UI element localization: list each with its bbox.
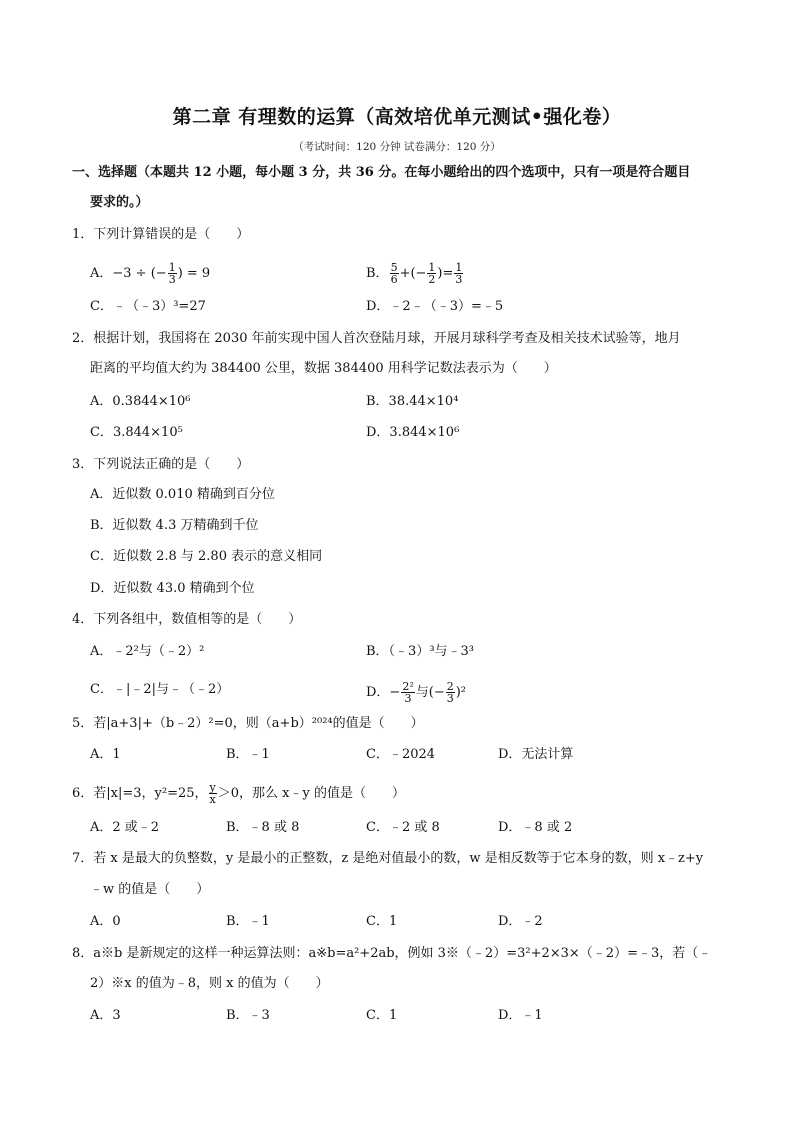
q1-option-b: B． $\frac{5}{6}$ +(− $\frac{1}{2}$ )= $\frac{1}{3}$ xyxy=(366,261,463,286)
exam-info: （考试时间：120 分钟 试卷满分：120 分） xyxy=(293,141,501,153)
section-heading: 一、选择题（本题共 12 小题，每小题 3 分，共 36 分。在每小题给出的四个选项中，只有一项是符合题目 xyxy=(72,165,691,180)
q2-option-c: C．3.844×10⁵ xyxy=(90,425,183,440)
question-8-stem-cont: 2）※x 的值为﹣8，则 x 的值为（ ） xyxy=(90,976,329,991)
question-2-stem: 2．根据计划，我国将在 2030 年前实现中国人首次登陆月球，开展月球科学考查及相关技术试验等，地月 xyxy=(72,331,681,346)
q8-option-d: D．﹣1 xyxy=(498,1008,543,1023)
q4-option-a: A．﹣2²与（﹣2）² xyxy=(90,644,205,659)
page-title: 第二章 有理数的运算（高效培优单元测试•强化卷） xyxy=(172,106,622,128)
q2-option-a: A．0.3844×10⁶ xyxy=(90,394,191,409)
q7-option-c: C．1 xyxy=(366,914,398,929)
question-5-stem: 5．若|a+3|+（b﹣2）²=0，则（a+b）²⁰²⁴的值是（ ） xyxy=(72,716,424,731)
q3-option-b: B．近似数 4.3 万精确到千位 xyxy=(90,518,259,533)
q1-option-a: A．−3 ÷ (− $\frac{1}{3}$ ) = 9 xyxy=(90,261,211,286)
q5-option-a: A．1 xyxy=(90,747,121,762)
q5-option-b: B．﹣1 xyxy=(226,747,270,762)
q6-option-b: B．﹣8 或 8 xyxy=(226,820,300,835)
q5-option-c: C．﹣2024 xyxy=(366,747,436,762)
q1-option-d: D．﹣2﹣（﹣3）=﹣5 xyxy=(366,299,504,314)
question-8-stem: 8．a※b 是新规定的这样一种运算法则：a※b=a²+2ab，例如 3※（﹣2）=3²+2×3×（﹣2）=﹣3，若（﹣ xyxy=(72,946,712,961)
q8-option-a: A．3 xyxy=(90,1008,121,1023)
question-4-stem: 4．下列各组中，数值相等的是（ ） xyxy=(72,612,302,627)
question-1-stem: 1．下列计算错误的是（ ） xyxy=(72,227,250,242)
q2-option-b: B．38.44×10⁴ xyxy=(366,394,459,409)
q7-option-b: B．﹣1 xyxy=(226,914,270,929)
question-3-stem: 3．下列说法正确的是（ ） xyxy=(72,457,250,472)
question-7-stem: 7．若 x 是最大的负整数，y 是最小的正整数，z 是绝对值最小的数，w 是相反数等于它本身的数，则 x﹣z+y xyxy=(72,851,704,866)
question-2-stem-cont: 距离的平均值大约为 384400 公里，数据 384400 用科学记数法表示为（ ） xyxy=(90,361,557,376)
q3-option-a: A．近似数 0.010 精确到百分位 xyxy=(90,487,275,502)
q6-option-c: C．﹣2 或 8 xyxy=(366,820,440,835)
q3-option-d: D．近似数 43.0 精确到个位 xyxy=(90,581,255,596)
q8-option-c: C．1 xyxy=(366,1008,398,1023)
q3-option-c: C．近似数 2.8 与 2.80 表示的意义相同 xyxy=(90,549,323,564)
question-6-stem: 6．若|x|=3，y²=25， $\frac{y}{x}$ ＞0，那么 x﹣y 的值是（ ） xyxy=(72,781,405,806)
q2-option-d: D．3.844×10⁶ xyxy=(366,425,460,440)
q6-option-a: A．2 或﹣2 xyxy=(90,820,160,835)
q4-option-b: B．（﹣3）³与﹣3³ xyxy=(366,644,475,659)
q5-option-d: D．无法计算 xyxy=(498,747,574,762)
q4-option-d: D．− $\frac{\text{2²}}{3}$ 与(− $\frac{2}{3}$ )² xyxy=(366,680,467,705)
q1-option-c: C．﹣（﹣3）³=27 xyxy=(90,299,206,314)
q8-option-b: B．﹣3 xyxy=(226,1008,270,1023)
q6-option-d: D．﹣8 或 2 xyxy=(498,820,573,835)
q7-option-d: D．﹣2 xyxy=(498,914,543,929)
q4-option-c: C．﹣|﹣2|与﹣（﹣2） xyxy=(90,682,230,697)
q7-option-a: A．0 xyxy=(90,914,121,929)
section-heading-cont: 要求的。） xyxy=(90,195,149,210)
question-7-stem-cont: ﹣w 的值是（ ） xyxy=(90,882,210,897)
